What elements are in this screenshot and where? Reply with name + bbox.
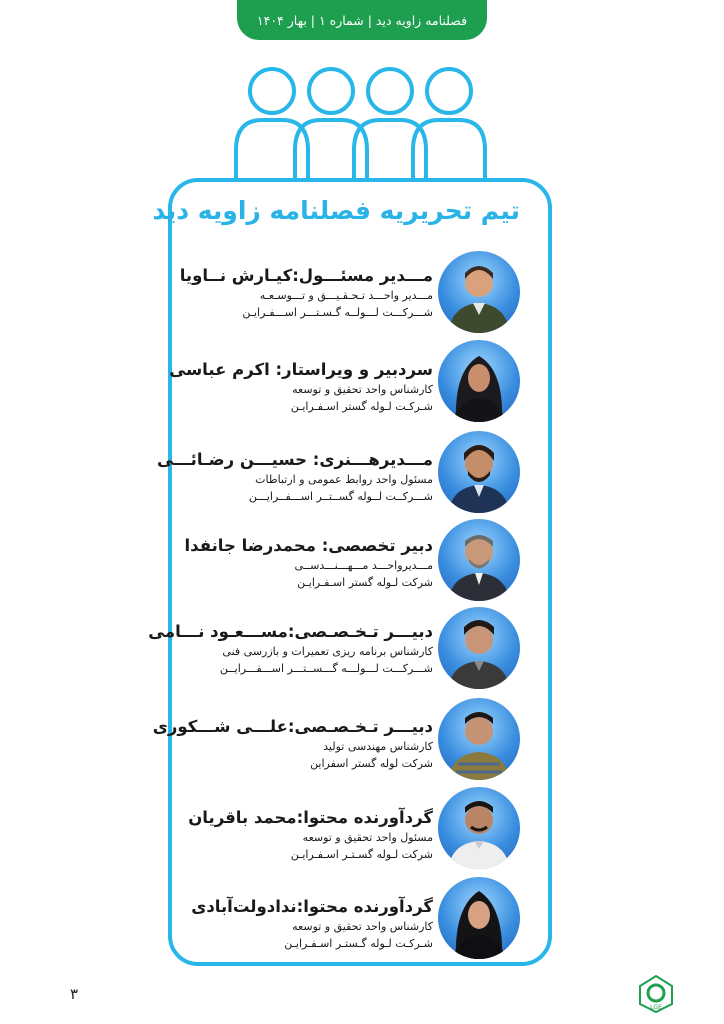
member-position: کارشناس مهندسی تولید [323, 740, 433, 753]
member-position: کارشناس واحد تحقیق و توسعه [292, 920, 433, 933]
member-company: شرکت لـوله گسـتـر اسـفـرایـن [290, 848, 433, 861]
member-company: شرکت لـوله گستر اسـفـرایـن [297, 576, 433, 589]
member-photo [438, 698, 520, 780]
member-company: شـرکـت لـوله گستر اسـفـرایـن [290, 400, 433, 413]
member-item [0, 340, 724, 430]
member-item [0, 698, 724, 788]
member-photo [438, 877, 520, 959]
member-name: دبیـــر تـخـصـصی:مســـعـود نـــامی [148, 622, 433, 641]
member-position: مـــدیرواحـــد مـــهـــنـــدســی [294, 559, 433, 572]
member-photo [438, 519, 520, 601]
member-item [0, 607, 724, 697]
member-position: کارشناس برنامه ریزی تعمیرات و بازرسی فنی [222, 645, 433, 658]
member-position: مسئول واحد تحقیق و توسعه [302, 831, 433, 844]
member-company: شـــرکـــت لـــولـــه گـــســتـــر اســـفـــرایــن [219, 662, 433, 675]
member-name: مـــدیرهـــنری: حسیـــن رضـائـــی [157, 450, 433, 469]
member-name: دبیـــر تـخـصـصی:علـــی شـــکوری [152, 717, 433, 736]
member-company: شـرکـت لـوله گـستـر اسـفـرایـن [284, 937, 433, 950]
member-name: دبیر تخصصی: محمدرضا جانفدا [184, 536, 433, 555]
member-item [0, 431, 724, 521]
member-name: سردبیر و ویراستار: اکرم عباسی [169, 360, 433, 379]
issue-header-text: فصلنامه زاویه دید | شماره ۱ | بهار ۱۴۰۴ [256, 12, 468, 28]
member-item [0, 519, 724, 609]
section-title: تیم تحریریه فصلنامه زاویه دید [152, 196, 520, 225]
member-name: گردآورنده محتوا:نداد‌ولت‌آبادی [191, 897, 433, 916]
member-photo [438, 251, 520, 333]
member-photo [438, 431, 520, 513]
member-company: شـــرکــت لــوله گســتــر اســـفــرایـــن [248, 490, 433, 503]
member-company: شرکت لوله گستر اسفراین [310, 757, 433, 770]
member-name: گردآورنده محتوا:محمد باقریان [188, 808, 433, 827]
member-photo [438, 787, 520, 869]
member-photo [438, 340, 520, 422]
member-item [0, 787, 724, 877]
member-name: مـــدیر مسئـــول:کیـارش نــاویا [179, 266, 433, 285]
member-item [0, 251, 724, 341]
page-number: ۳ [70, 985, 79, 1003]
member-item [0, 877, 724, 967]
logo-text: LGE [650, 1004, 662, 1011]
member-company: شـــرکـــت لـــولــه گـسـتـــر اســـفـرایـن [242, 306, 433, 319]
team-people-icon [0, 0, 724, 200]
member-position: کارشناس واحد تحقیق و توسعه [292, 383, 433, 396]
company-logo-icon [636, 974, 676, 1014]
member-photo [438, 607, 520, 689]
member-position: مـــدیر واحـــد تـحـقـیـــق و تـــوسـعـه [259, 289, 433, 302]
member-position: مسئول واحد روابط عمومی و ارتباطات [255, 473, 433, 486]
